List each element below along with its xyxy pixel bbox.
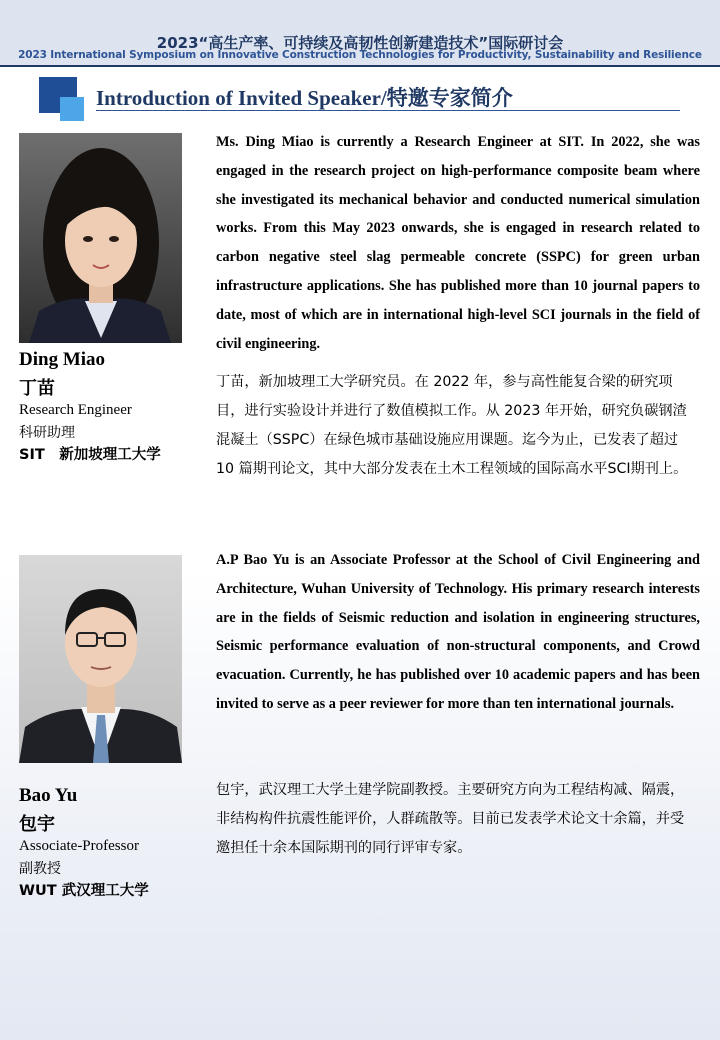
section-divider (96, 110, 680, 111)
header-title-cn: 2023“高生产率、可持续及高韧性创新建造技术”国际研讨会 (156, 34, 564, 52)
speaker-name-en: Ding Miao (19, 349, 106, 370)
speaker-photo-ding-miao (19, 133, 182, 343)
speaker-bio-en: Ms. Ding Miao is currently a Research Engineer at SIT. In 2022, she was engaged in the research project on high-performance composite beam where she investigated its mechanical behavior and conducted numerical simulation works. From this May 2023 onwards, she is engaged in research related to carbon negative steel slag permeable concrete (SSPC) for green urban infrastructure applications. She has published more than 10 journal papers to date, most of which are in international high-level SCI journals in the field of civil engineering. (216, 134, 700, 352)
section-square-light-icon (60, 97, 84, 121)
speaker-bio-cn: 包宇，武汉理工大学土建学院副教授。主要研究方向为工程结构减、隔震，非结构构件抗震性能评价，人群疏散等。目前已发表学术论文十余篇，并受邀担任十余本国际期刊的同行评审专家。 (216, 782, 685, 856)
speaker-institution: WUT 武汉理工大学 (19, 883, 149, 899)
speaker-role-cn: 副教授 (19, 861, 61, 877)
speaker-bio-cn: 丁苗，新加坡理工大学研究员。在 2022 年，参与高性能复合梁的研究项目，进行实验设计并进行了数值模拟工作。从 2023 年开始，研究负碳钢渣混凝土（SSPC）在绿色城市基础设施应用课题。迄今为止，已发表了超过 10 篇期刊论文，其中大部分发表在土木工程领域的国际高水平SCI期刊上。 (216, 374, 688, 477)
speaker-role-en: Research Engineer (19, 402, 132, 418)
speaker-name-en: Bao Yu (19, 785, 78, 806)
header-divider (0, 65, 720, 67)
speaker-role-en: Associate-Professor (19, 838, 139, 854)
section-title: Introduction of Invited Speaker/特邀专家简介 (96, 86, 513, 110)
speaker-photo-bao-yu (19, 555, 182, 763)
speaker-bio-en: A.P Bao Yu is an Associate Professor at the School of Civil Engineering and Architecture, Wuhan University of Technology. His primary research interests are in the fields of Seismic reduction and isolation in engineering structures, Seismic performance evaluation of non-structural components, and Crowd evacuation. Currently, he has published over 10 academic papers and has been invited to serve as a peer reviewer for more than ten international journals. (216, 552, 700, 712)
speaker-role-cn: 科研助理 (19, 425, 75, 441)
speaker-institution: SIT 新加坡理工大学 (19, 447, 161, 463)
header-title-en: 2023 International Symposium on Innovative Construction Technologies for Productivity, Sustainability and Resilience (18, 49, 702, 61)
speaker-name-cn: 丁苗 (19, 378, 55, 399)
speaker-name-cn: 包宇 (19, 814, 55, 835)
